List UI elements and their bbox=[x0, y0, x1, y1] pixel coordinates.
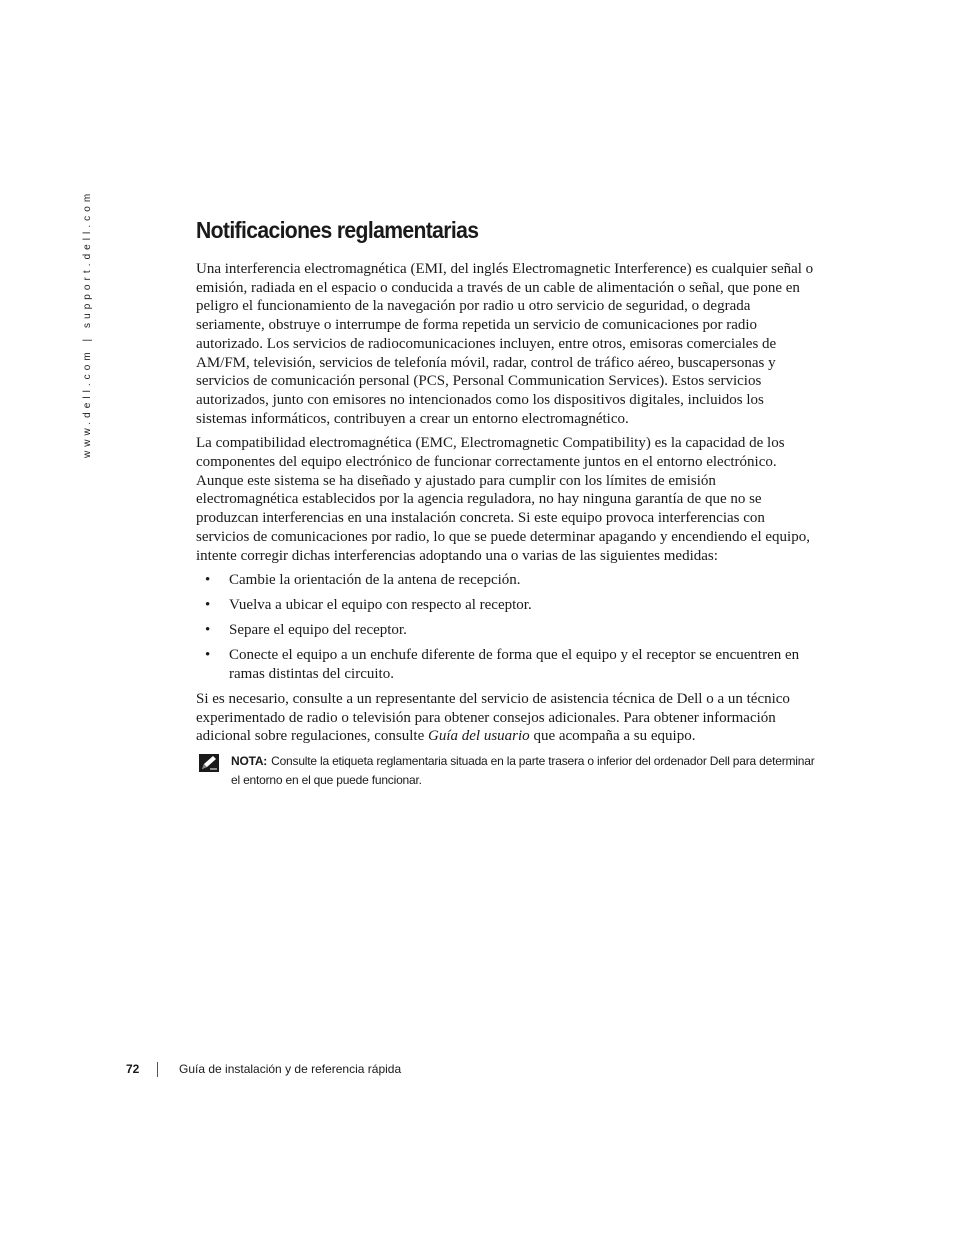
bullet-icon: • bbox=[205, 572, 211, 589]
bullet-icon: • bbox=[205, 622, 211, 639]
assistance-text: Si es necesario, consulte a un representante del servicio de asistencia técnica de Dell o a un técnico experimentado de radio o televisión para obtener consejos adicionales. Para obtener información adicional sobre regulaciones, consulte bbox=[196, 690, 790, 745]
list-item-text: Separe el equipo del receptor. bbox=[229, 622, 407, 639]
bullet-icon: • bbox=[205, 647, 211, 664]
paragraph-emc: La compatibilidad electromagnética (EMC, Electromagnetic Compatibility) es la capacidad de los componentes del equipo electrónico de funcionar correctamente juntos en el entorno electrónico. Aunque este sistema se ha diseñado y ajustado para cumplir con los límites de emisión electromagnética establecidos por la agencia reguladora, no hay ninguna garantía de que no se produzcan interferencias en una instalación concreta. Si este equipo provoca interferencias con servicios de comunicaciones por radio, lo que se puede determinar apagando y encendiendo el equipo, intente corregir dichas interferencias adoptando una o varias de las siguientes medidas: bbox=[196, 435, 810, 564]
footer-separator bbox=[157, 1062, 158, 1077]
bullet-icon: • bbox=[205, 597, 211, 614]
assistance-text-end: que acompaña a su equipo. bbox=[529, 728, 696, 745]
note-pencil-icon bbox=[199, 754, 219, 772]
main-content bbox=[196, 214, 816, 790]
user-guide-reference: Guía del usuario bbox=[428, 728, 530, 745]
list-item bbox=[196, 621, 816, 640]
note-text: Consulte la etiqueta reglamentaria situada en la parte trasera o inferior del ordenador Dell para determinar el entorno en el que puede funcionar. bbox=[231, 754, 815, 788]
footer-title: Guía de instalación y de referencia rápida bbox=[179, 1062, 402, 1076]
page-number: 72 bbox=[126, 1062, 140, 1076]
side-url: www.dell.com | support.dell.com bbox=[82, 189, 93, 458]
list-item bbox=[196, 646, 816, 683]
list-item bbox=[196, 571, 816, 590]
note-label: NOTA: bbox=[231, 754, 268, 769]
page-title: Notificaciones reglamentarias bbox=[196, 217, 479, 243]
note-box bbox=[196, 752, 816, 790]
paragraph-assistance bbox=[196, 690, 816, 746]
list-item bbox=[196, 596, 816, 615]
measures-list bbox=[196, 571, 816, 683]
list-item-text: Vuelva a ubicar el equipo con respecto al receptor. bbox=[229, 597, 532, 614]
list-item-text: Cambie la orientación de la antena de recepción. bbox=[229, 572, 521, 589]
list-item-text: Conecte el equipo a un enchufe diferente de forma que el equipo y el receptor se encuentren en ramas distintas del circuito. bbox=[229, 647, 800, 682]
paragraph-emi: Una interferencia electromagnética (EMI, del inglés Electromagnetic Interference) es cualquier señal o emisión, radiada en el espacio o conducida a través de un cable de alimentación o señal, que pone en peligro el funcionamiento de la navegación por radio u otro servicio de seguridad, o degrada seriamente, obstruye o interrumpe de forma repetida un servicio de comunicaciones por radio autorizado. Los servicios de radiocomunicaciones incluyen, entre otros, emisoras comerciales de AM/FM, televisión, servicios de telefonía móvil, radar, control de tráfico aéreo, buscapersonas y servicios de comunicación personal (PCS, Personal Communication Services). Estos servicios autorizados, junto con emisores no intencionados como los dispositivos digitales, incluidos los sistemas informáticos, contribuyen a crear un entorno electromagnético. bbox=[196, 261, 814, 427]
